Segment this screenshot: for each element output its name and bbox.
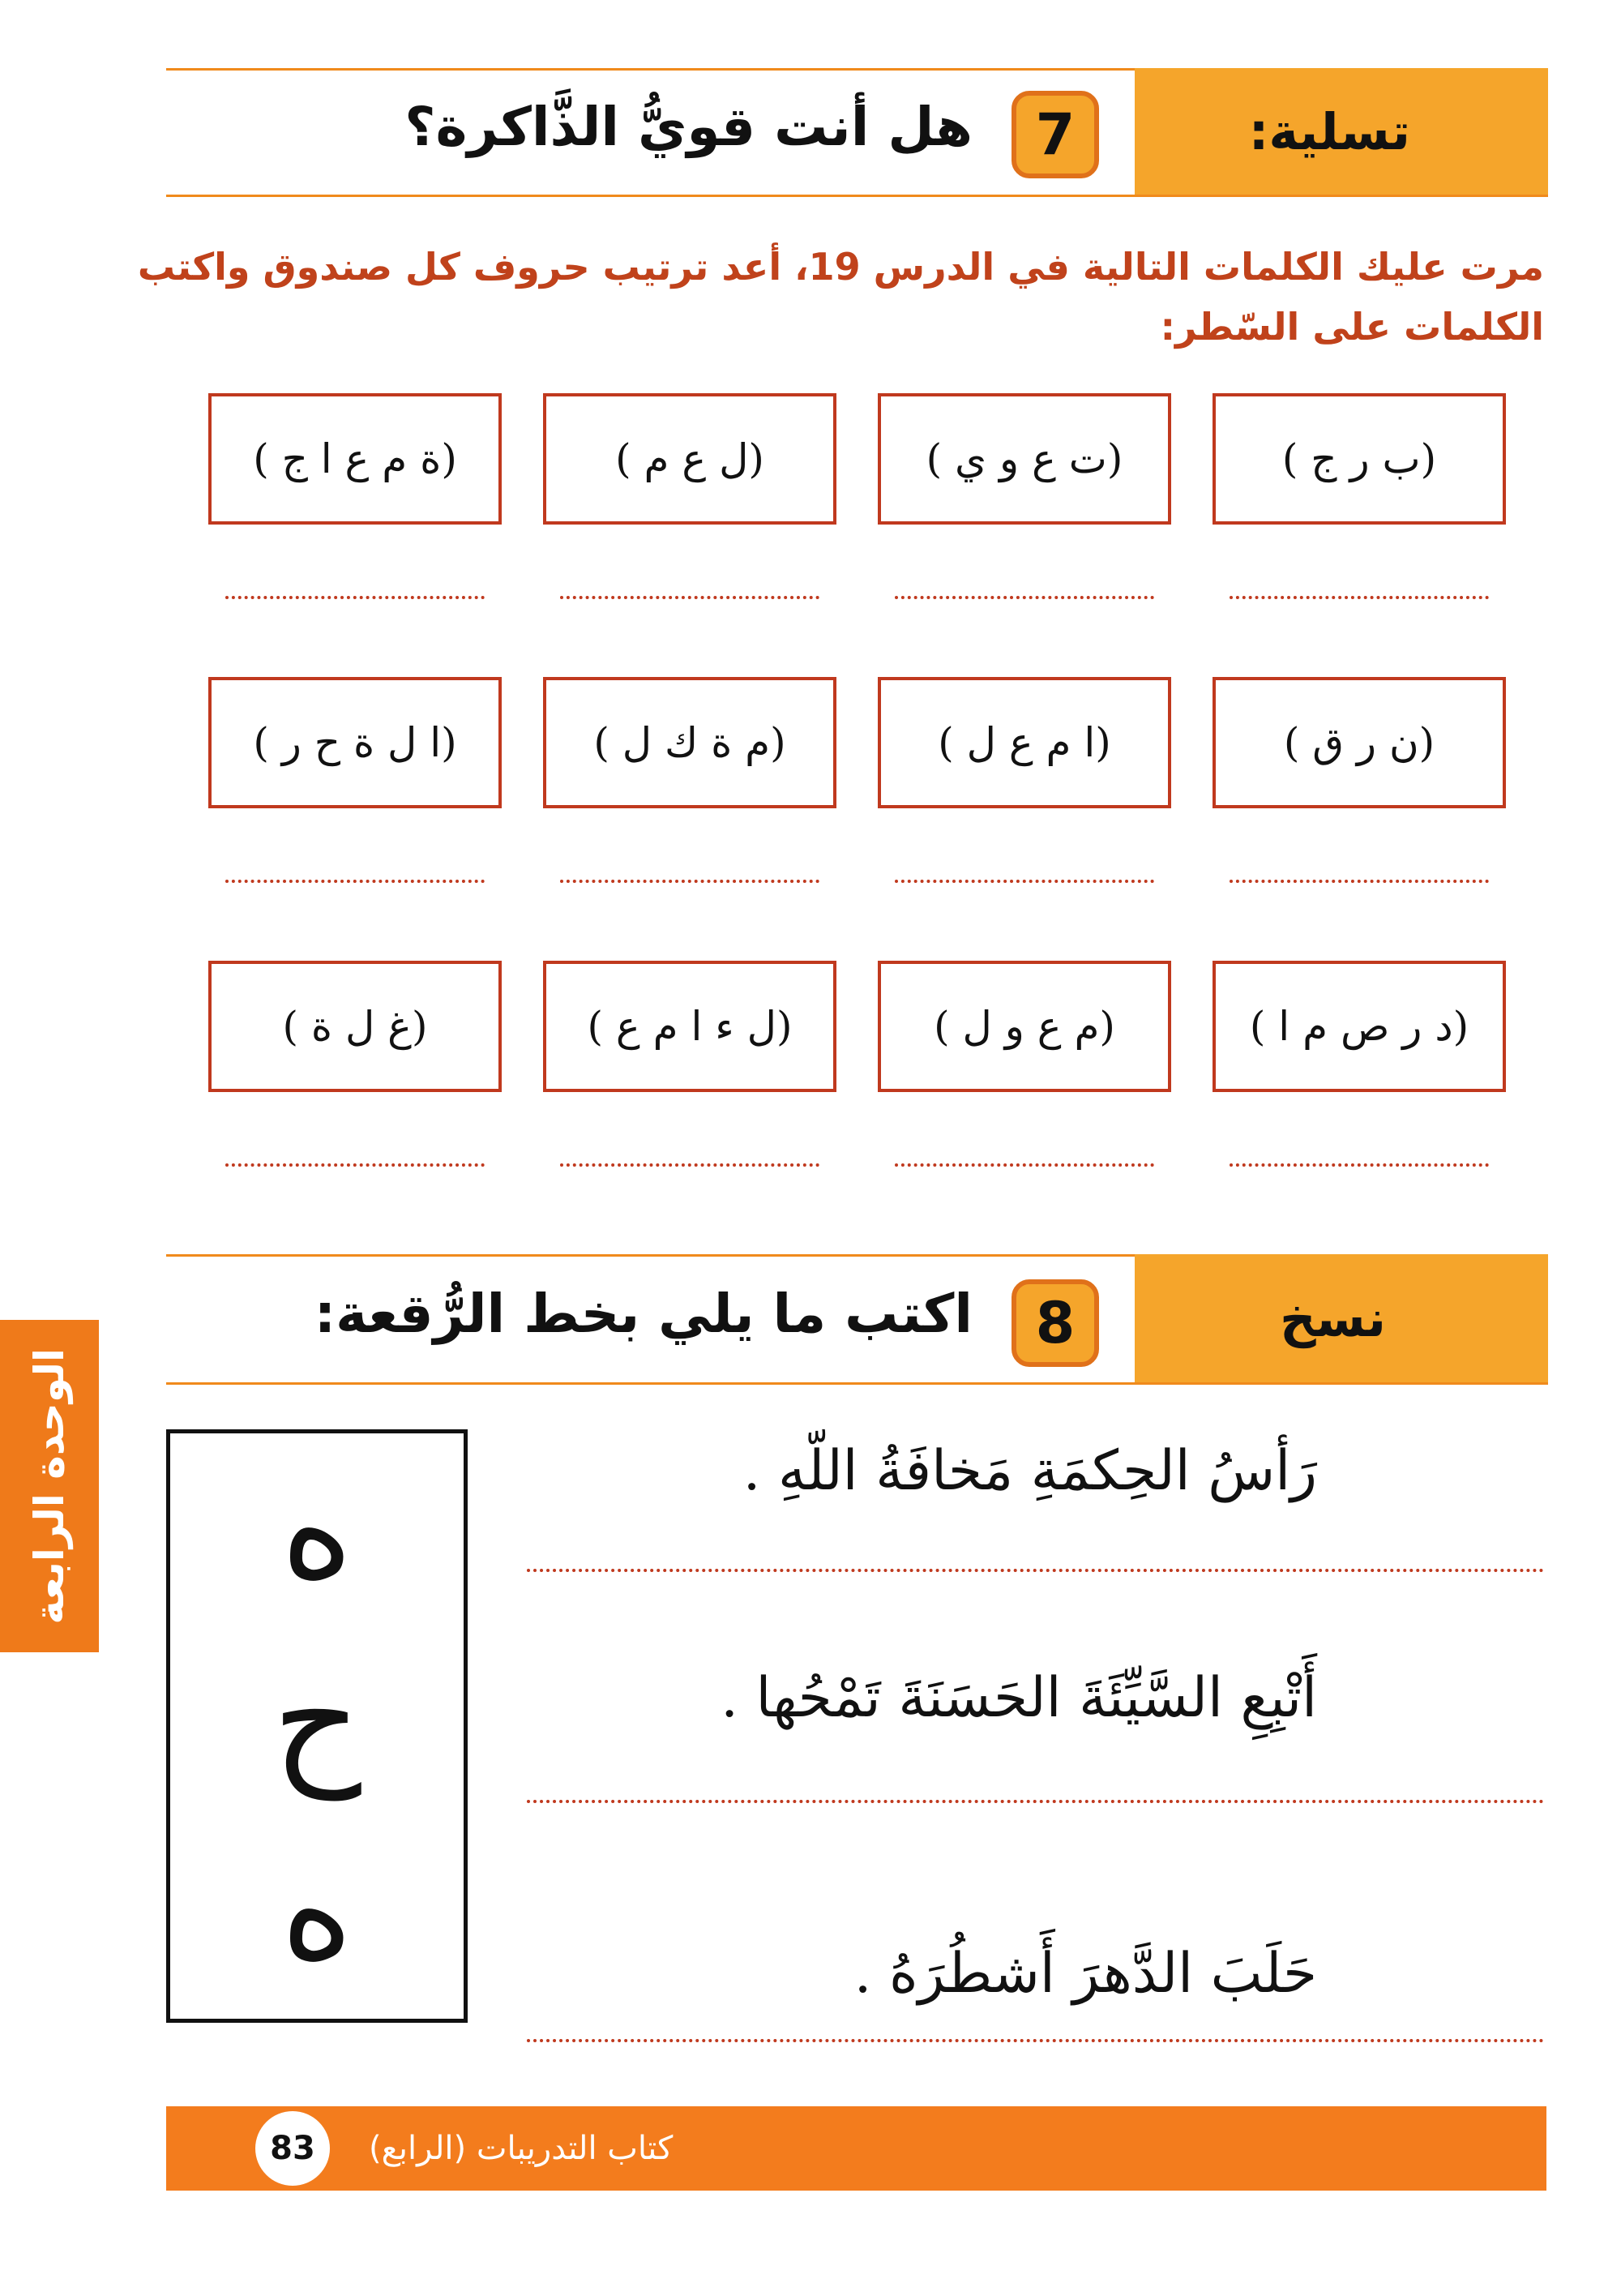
scrambled-word-box: (ة م ع ا ج )	[208, 393, 502, 525]
answer-line[interactable]	[1230, 596, 1489, 599]
answer-line[interactable]	[225, 596, 485, 599]
answer-line[interactable]	[560, 596, 819, 599]
letter-shapes-panel	[166, 1429, 468, 2023]
answer-line[interactable]	[895, 596, 1154, 599]
page-number: 83	[255, 2111, 330, 2186]
answer-line[interactable]	[560, 1163, 819, 1167]
section8-label: نسخ	[1279, 1289, 1386, 1348]
proverb-text: رَأسُ الحِكمَةِ مَخافَةُ اللّهِ .	[742, 1439, 1317, 1503]
scrambled-word-box: (ا ل ة ح ر )	[208, 677, 502, 808]
section8-number-badge: 8	[1012, 1279, 1099, 1367]
section7-header-bottom-line	[166, 195, 1548, 197]
unit-side-tab	[0, 1320, 99, 1652]
section8-title: اكتب ما يلي بخط الرُّقعة:	[314, 1283, 973, 1345]
scrambled-word-box: (ت ع و ي )	[878, 393, 1171, 525]
answer-line[interactable]	[225, 1163, 485, 1167]
scrambled-word-box: (غ ل ة )	[208, 961, 502, 1092]
scrambled-word-box: (م ة ك ل )	[543, 677, 836, 808]
letter-shape: ح	[272, 1640, 361, 1801]
scrambled-word-box: (ل ء ا م ع )	[543, 961, 836, 1092]
proverb-text: أَتْبِعِ السَّيِّئَةَ الحَسَنَةَ تَمْحُها .	[721, 1666, 1317, 1730]
scrambled-word-box: (ن ر ق )	[1213, 677, 1506, 808]
copy-line[interactable]	[527, 1800, 1544, 1803]
answer-line[interactable]	[1230, 880, 1489, 883]
scrambled-word-box: (ا م ع ل )	[878, 677, 1171, 808]
answer-line[interactable]	[225, 880, 485, 883]
letter-shape: ه	[280, 1450, 353, 1610]
copy-line[interactable]	[527, 2039, 1544, 2042]
section7-number-badge: 7	[1012, 91, 1099, 178]
copy-line[interactable]	[527, 1569, 1544, 1572]
answer-line[interactable]	[1230, 1163, 1489, 1167]
answer-line[interactable]	[560, 880, 819, 883]
scrambled-word-box: (د ر ص م ا )	[1213, 961, 1506, 1092]
footer-book-title: كتاب التدريبات (الرابع)	[369, 2130, 674, 2167]
section7-instruction: مرت عليك الكلمات التالية في الدرس 19، أعد ترتيب حروف كل صندوق واكتب الكلمات على السّطر:	[137, 245, 1544, 349]
scrambled-word-box: (م ع و ل )	[878, 961, 1171, 1092]
letter-shape: ه	[280, 1831, 353, 1991]
section8-header-bottom-line	[166, 1382, 1548, 1385]
scrambled-word-box: (ل ع م )	[543, 393, 836, 525]
answer-line[interactable]	[895, 1163, 1154, 1167]
section7-title: هل أنت قويُّ الذَّاكرة؟	[404, 96, 973, 158]
section7-label: تسلية:	[1248, 102, 1410, 161]
scrambled-word-box: (ب ر ج )	[1213, 393, 1506, 525]
proverb-text: حَلَبَ الدَّهرَ أَشطُرَهُ .	[853, 1942, 1317, 2006]
unit-side-tab-label: الوحدة الرابعة	[26, 1347, 73, 1625]
answer-line[interactable]	[895, 880, 1154, 883]
